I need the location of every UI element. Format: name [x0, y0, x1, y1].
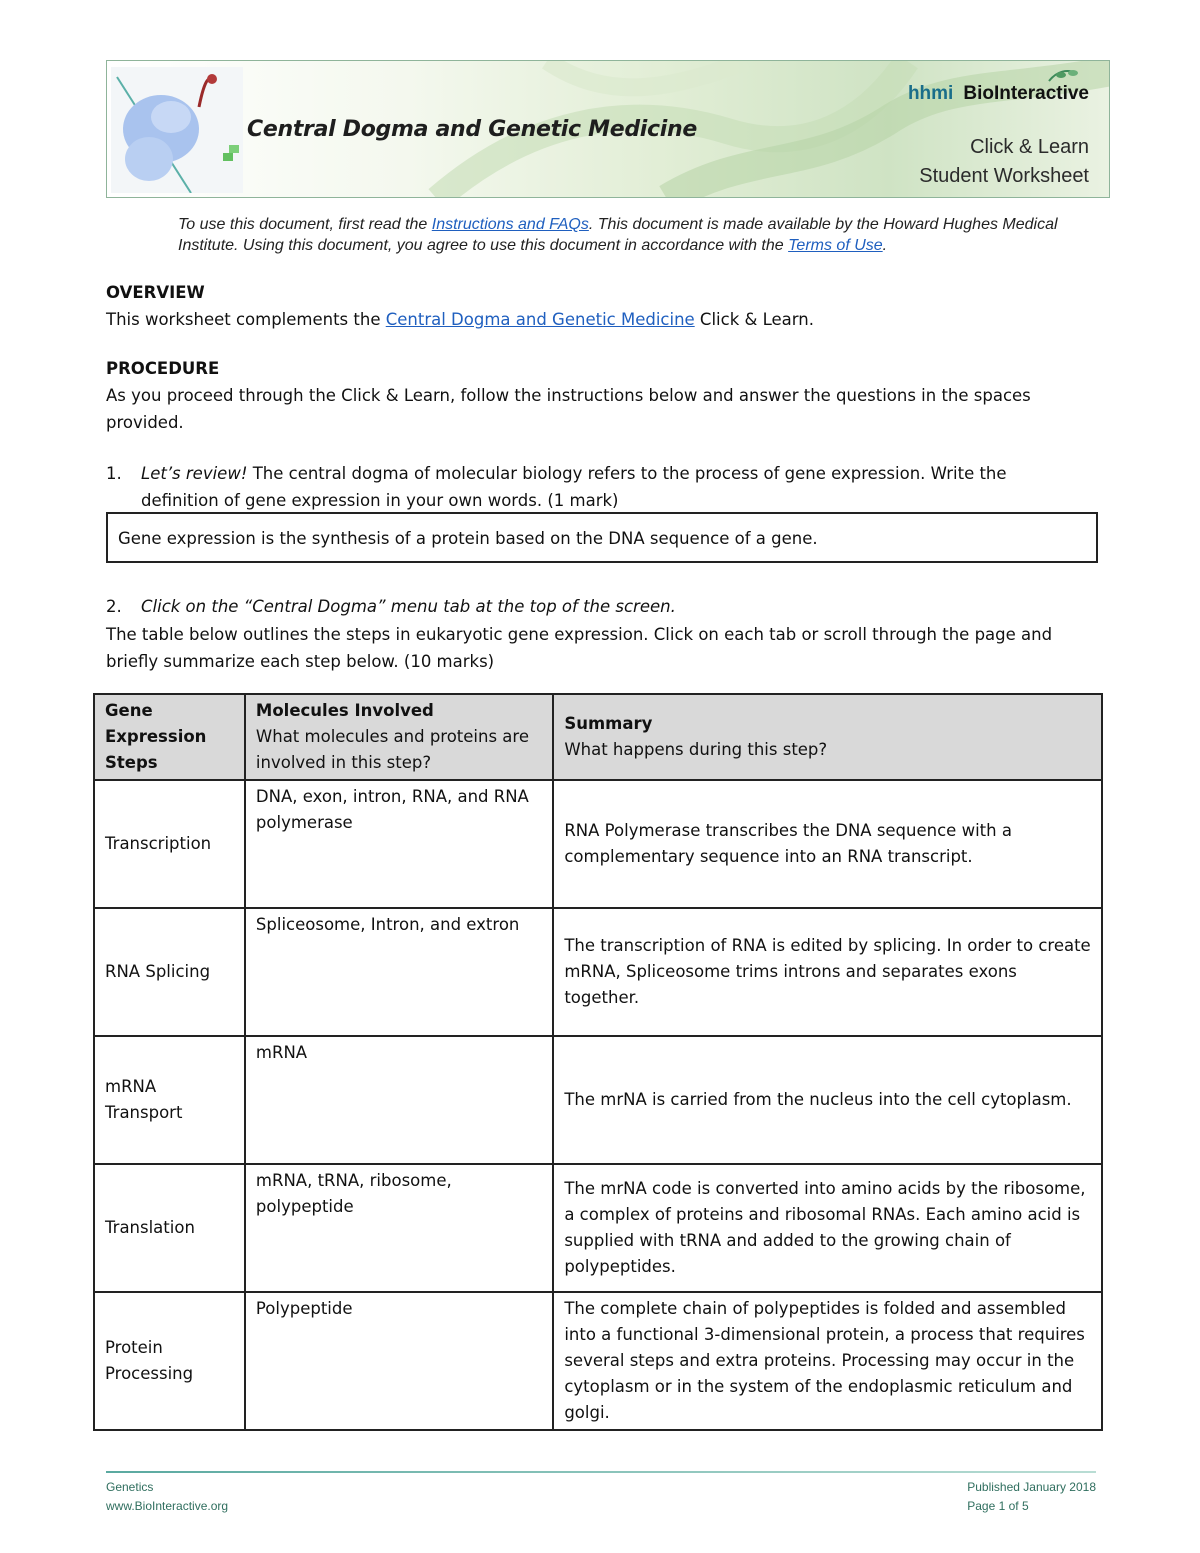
- question-1-answer[interactable]: Gene expression is the synthesis of a protein based on the DNA sequence of a gene.: [106, 512, 1098, 563]
- footer-left: [106, 1478, 228, 1516]
- table-row: [94, 1164, 1102, 1292]
- brand-logo: [908, 83, 1089, 105]
- click-learn-link[interactable]: Central Dogma and Genetic Medicine: [385, 310, 695, 329]
- subtitle-line-1: Click & Learn: [970, 136, 1089, 158]
- question-1-lead: Let’s review!: [141, 464, 248, 483]
- header-banner: [106, 60, 1110, 198]
- question-2-instruction: Click on the “Central Dogma” menu tab at the top of the screen.: [141, 597, 676, 616]
- worksheet-type: [919, 133, 1089, 191]
- gene-expression-table: [93, 693, 1103, 1431]
- step-cell: Translation: [94, 1164, 245, 1292]
- terms-text-2: . This document is made available by the Howard Hughes Medical Institute. Using this document, you agree to use this document in accordance with the: [178, 216, 1058, 254]
- summary-cell[interactable]: The complete chain of polypeptides is folded and assembled into a functional 3-dimensional protein, a process that requires several steps and extra proteins. Processing may occur in the cytoplasm or in the system of the endoplasmic reticulum and golgi.: [553, 1292, 1102, 1430]
- table-row: [94, 780, 1102, 908]
- step-cell: Protein Processing: [94, 1292, 245, 1430]
- step-cell: RNA Splicing: [94, 908, 245, 1036]
- terms-of-use-link[interactable]: Terms of Use: [788, 237, 883, 254]
- summary-cell[interactable]: RNA Polymerase transcribes the DNA sequence with a complementary sequence into an RNA transcript.: [553, 780, 1102, 908]
- step-cell: mRNA Transport: [94, 1036, 245, 1164]
- terms-text-1: To use this document, first read the: [178, 216, 432, 233]
- table-row: [94, 908, 1102, 1036]
- overview-heading: OVERVIEW: [106, 283, 205, 302]
- header-steps: Gene Expression Steps: [94, 694, 245, 780]
- footer-published: Published January 2018: [967, 1480, 1096, 1494]
- overview-text-after: Click & Learn.: [694, 310, 814, 329]
- footer-page-number: Page 1 of 5: [967, 1499, 1029, 1513]
- page-title: Central Dogma and Genetic Medicine: [247, 117, 697, 142]
- table-header-row: [94, 694, 1102, 780]
- molecules-cell[interactable]: mRNA, tRNA, ribosome, polypeptide: [245, 1164, 553, 1292]
- molecules-cell[interactable]: Spliceosome, Intron, and extron: [245, 908, 553, 1036]
- overview-text: [106, 306, 1096, 333]
- overview-text-before: This worksheet complements the: [106, 310, 386, 329]
- procedure-heading: PROCEDURE: [106, 359, 220, 378]
- table-row: [94, 1292, 1102, 1430]
- molecules-cell[interactable]: Polypeptide: [245, 1292, 553, 1430]
- subtitle-line-2: Student Worksheet: [919, 165, 1089, 187]
- procedure-text: As you proceed through the Click & Learn, follow the instructions below and answer the questions in the spaces provided.: [106, 386, 1031, 432]
- question-2-number: 2.: [106, 597, 122, 616]
- summary-cell[interactable]: The mrNA code is converted into amino acids by the ribosome, a complex of proteins and ribosomal RNAs. Each amino acid is supplied with tRNA and added to the growing chain of polypeptides.: [553, 1164, 1102, 1292]
- header-molecules-sub: What molecules and proteins are involved in this step?: [255, 727, 529, 772]
- question-2-text: The table below outlines the steps in eukaryotic gene expression. Click on each tab or scroll through the page and briefly summarize each step below. (10 marks): [106, 625, 1053, 671]
- brand-name: BioInteractive: [963, 83, 1089, 104]
- molecule-illustration: [111, 67, 243, 193]
- question-1-number: 1.: [106, 464, 122, 483]
- summary-cell[interactable]: The transcription of RNA is edited by splicing. In order to create mRNA, Spliceosome trims introns and separates exons together.: [553, 908, 1102, 1036]
- header-molecules-title: Molecules Involved: [255, 701, 434, 720]
- molecules-cell[interactable]: mRNA: [245, 1036, 553, 1164]
- terms-text-3: .: [882, 237, 888, 254]
- instructions-faqs-link[interactable]: Instructions and FAQs: [431, 216, 589, 233]
- table-row: [94, 1036, 1102, 1164]
- molecules-cell[interactable]: DNA, exon, intron, RNA, and RNA polymerase: [245, 780, 553, 908]
- step-cell: Transcription: [94, 780, 245, 908]
- terms-notice: [178, 214, 1098, 256]
- header-summary: [553, 694, 1102, 780]
- brand-hhmi: hhmi: [907, 83, 954, 104]
- footer-right: [967, 1478, 1096, 1516]
- footer-subject: Genetics: [106, 1480, 154, 1494]
- header-summary-sub: What happens during this step?: [564, 740, 828, 759]
- summary-cell[interactable]: The mrNA is carried from the nucleus into the cell cytoplasm.: [553, 1036, 1102, 1164]
- header-summary-title: Summary: [564, 714, 653, 733]
- question-1-text: [141, 460, 1081, 514]
- header-molecules: [245, 694, 553, 780]
- footer-website[interactable]: www.BioInteractive.org: [106, 1499, 229, 1513]
- question-1-body: The central dogma of molecular biology refers to the process of gene expression. Write the definition of gene expression in your own words. (1 mark): [141, 464, 1007, 510]
- footer-divider: [106, 1471, 1096, 1473]
